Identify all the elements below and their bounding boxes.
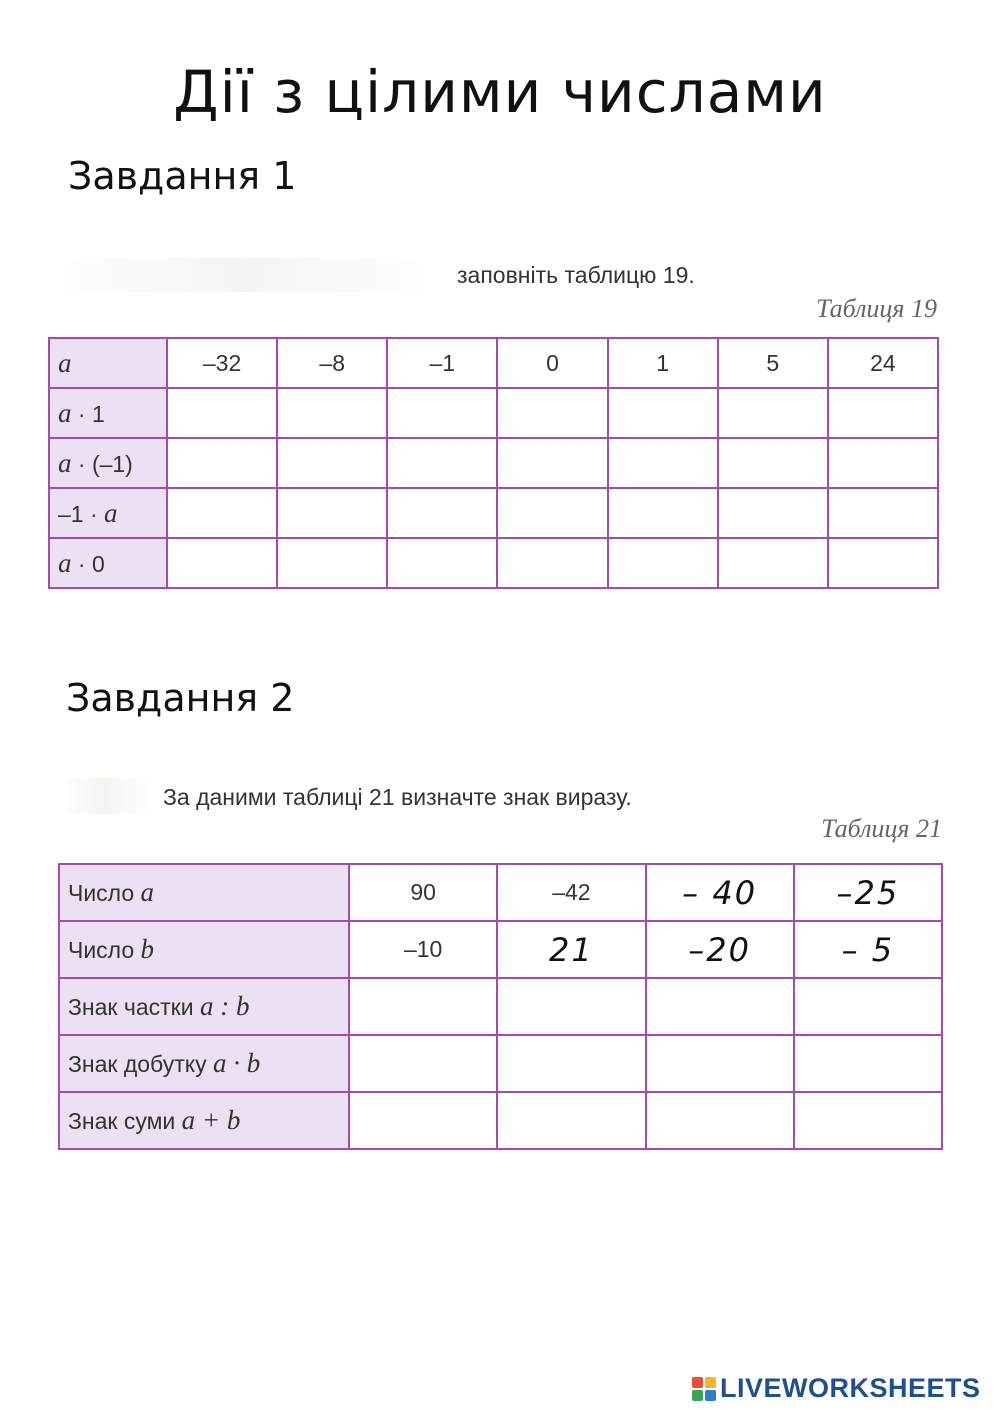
answer-cell[interactable] [828, 488, 938, 538]
row-header-a-times-1: a · 1 [49, 388, 167, 438]
row-header-a-times-0: a · 0 [49, 538, 167, 588]
page-title: Дії з цілими числами [173, 58, 827, 126]
task1-heading: Завдання 1 [68, 154, 297, 198]
answer-cell[interactable] [277, 488, 387, 538]
answer-cell[interactable] [718, 438, 828, 488]
logo-square [692, 1377, 703, 1388]
answer-cell[interactable] [794, 978, 942, 1035]
liveworksheets-logo[interactable] [692, 1373, 981, 1404]
handwritten-value-cell: 21 [497, 921, 645, 978]
row-header-number-b: Число b [59, 921, 349, 978]
header-value-cell: –8 [277, 338, 387, 388]
answer-cell[interactable] [608, 538, 718, 588]
row-header-minus1-times-a: –1 · a [49, 488, 167, 538]
logo-square [705, 1390, 716, 1401]
row-header-a-times-minus1: a · (–1) [49, 438, 167, 488]
table19-caption: Таблиця 19 [816, 294, 937, 323]
answer-cell[interactable] [387, 488, 497, 538]
header-value-cell: –1 [387, 338, 497, 388]
table-row [49, 538, 938, 588]
row-header-a: a [49, 338, 167, 388]
answer-cell[interactable] [277, 438, 387, 488]
task2-heading: Завдання 2 [66, 676, 295, 720]
answer-cell[interactable] [718, 388, 828, 438]
table-row [49, 438, 938, 488]
table-row [59, 864, 942, 921]
table-row [59, 1035, 942, 1092]
handwritten-value-cell: –25 [794, 864, 942, 921]
answer-cell[interactable] [497, 1035, 645, 1092]
answer-cell[interactable] [167, 388, 277, 438]
row-header-number-a: Число a [59, 864, 349, 921]
answer-cell[interactable] [167, 438, 277, 488]
logo-square [692, 1390, 703, 1401]
task1-instruction: заповніть таблицю 19. [457, 262, 695, 288]
value-cell: –42 [497, 864, 645, 921]
header-value-cell: 24 [828, 338, 938, 388]
answer-cell[interactable] [828, 438, 938, 488]
table21-caption: Таблиця 21 [821, 814, 942, 843]
answer-cell[interactable] [794, 1035, 942, 1092]
table-row [49, 488, 938, 538]
row-header-sum-sign: Знак суми a + b [59, 1092, 349, 1149]
handwritten-value-cell: –20 [646, 921, 794, 978]
erased-text-smudge [38, 258, 448, 292]
answer-cell[interactable] [794, 1092, 942, 1149]
header-value-cell: 5 [718, 338, 828, 388]
table-row [59, 1092, 942, 1149]
answer-cell[interactable] [387, 438, 497, 488]
answer-cell[interactable] [646, 1092, 794, 1149]
row-header-product-sign: Знак добутку a · b [59, 1035, 349, 1092]
answer-cell[interactable] [608, 438, 718, 488]
answer-cell[interactable] [646, 1035, 794, 1092]
answer-cell[interactable] [608, 388, 718, 438]
answer-cell[interactable] [646, 978, 794, 1035]
liveworksheets-logo-icon [692, 1377, 716, 1401]
answer-cell[interactable] [387, 538, 497, 588]
answer-cell[interactable] [349, 978, 497, 1035]
handwritten-value-cell: – 40 [646, 864, 794, 921]
logo-text: LIVEWORKSHEETS [720, 1373, 981, 1403]
answer-cell[interactable] [828, 538, 938, 588]
table-19 [48, 337, 939, 589]
value-cell: –10 [349, 921, 497, 978]
table-21 [58, 863, 943, 1150]
answer-cell[interactable] [497, 438, 607, 488]
answer-cell[interactable] [828, 388, 938, 438]
answer-cell[interactable] [497, 978, 645, 1035]
answer-cell[interactable] [349, 1092, 497, 1149]
answer-cell[interactable] [387, 388, 497, 438]
table-row [49, 388, 938, 438]
table-row [49, 338, 938, 388]
erased-text-smudge [58, 778, 153, 814]
handwritten-value-cell: – 5 [794, 921, 942, 978]
header-value-cell: 1 [608, 338, 718, 388]
answer-cell[interactable] [718, 488, 828, 538]
table-row [59, 921, 942, 978]
answer-cell[interactable] [497, 388, 607, 438]
table-row [59, 978, 942, 1035]
logo-square [705, 1377, 716, 1388]
answer-cell[interactable] [167, 538, 277, 588]
value-cell: 90 [349, 864, 497, 921]
answer-cell[interactable] [497, 538, 607, 588]
answer-cell[interactable] [497, 488, 607, 538]
answer-cell[interactable] [608, 488, 718, 538]
header-value-cell: –32 [167, 338, 277, 388]
answer-cell[interactable] [277, 388, 387, 438]
answer-cell[interactable] [497, 1092, 645, 1149]
answer-cell[interactable] [277, 538, 387, 588]
answer-cell[interactable] [718, 538, 828, 588]
row-header-quotient-sign: Знак частки a : b [59, 978, 349, 1035]
task2-instruction: За даними таблиці 21 визначте знак виразу. [163, 784, 632, 810]
answer-cell[interactable] [167, 488, 277, 538]
header-value-cell: 0 [497, 338, 607, 388]
answer-cell[interactable] [349, 1035, 497, 1092]
